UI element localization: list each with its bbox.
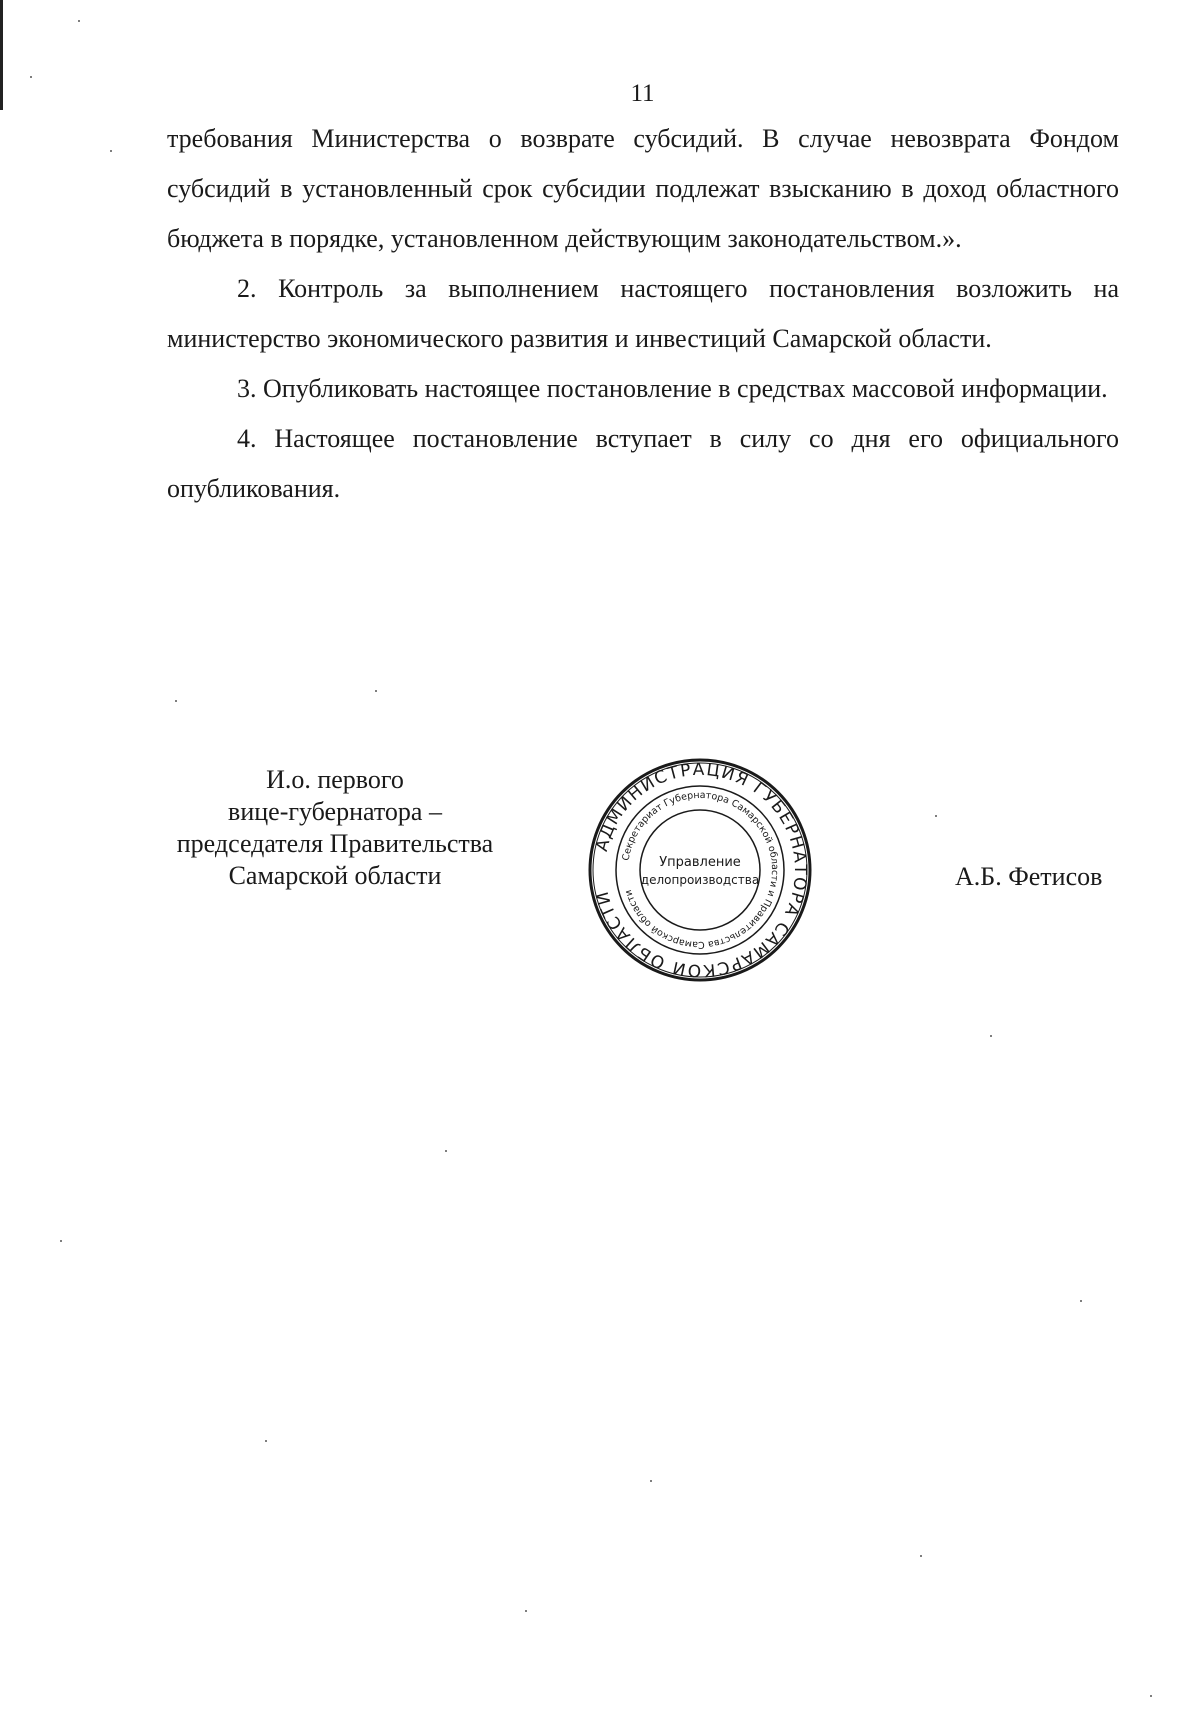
stamp-inner-text: Секретариат Губернатора Самарской области и Правительства Самарской области	[620, 789, 781, 951]
scan-speck	[445, 1150, 447, 1152]
paragraph-2: 2. Контроль за выполнением настоящего постановления возложить на министерство экономического развития и инвестиций Самарской области.	[167, 274, 1119, 353]
stamp-center-line-1: Управление	[659, 855, 741, 870]
scan-speck	[60, 1240, 62, 1242]
scan-speck	[1150, 1695, 1152, 1697]
paragraph-3: 3. Опубликовать настоящее постановление в средствах массовой информации.	[237, 374, 1108, 403]
signatory-line-2: вице-губернатора –	[228, 797, 442, 826]
scan-speck	[920, 1555, 922, 1557]
signatory-line-3: председателя Правительства	[176, 829, 494, 858]
signatory-title	[150, 764, 520, 892]
scan-speck	[990, 1035, 992, 1037]
page-number: 11	[630, 80, 655, 107]
scan-speck	[650, 1480, 652, 1482]
stamp-outer-text: АДМИНИСТРАЦИЯ ГУБЕРНАТОРА САМАРСКОЙ ОБЛАСТИ	[591, 759, 811, 981]
signatory-line-4: Самарской области	[228, 861, 442, 890]
signatory-line-1: И.о. первого	[266, 765, 404, 794]
scan-speck	[110, 150, 112, 152]
official-stamp	[585, 755, 815, 985]
scan-speck	[30, 76, 32, 78]
scan-speck	[78, 20, 80, 22]
scan-speck	[175, 700, 177, 702]
paragraph-4: 4. Настоящее постановление вступает в силу со дня его официального опубликования.	[167, 424, 1119, 503]
paragraph-continuation: требования Министерства о возврате субсидий. В случае невозврата Фондом субсидий в установленный срок субсидии подлежат взысканию в доход областного бюджета в порядке, установленном действующим законодательством.».	[167, 124, 1119, 253]
scan-speck	[1080, 1300, 1082, 1302]
scan-speck	[525, 1610, 527, 1612]
stamp-center-line-2: делопроизводства	[640, 873, 760, 887]
body-text	[167, 114, 1119, 514]
scan-speck	[375, 690, 377, 692]
signer-name: А.Б. Фетисов	[955, 862, 1103, 891]
scan-speck	[935, 815, 937, 817]
scan-speck	[265, 1440, 267, 1442]
